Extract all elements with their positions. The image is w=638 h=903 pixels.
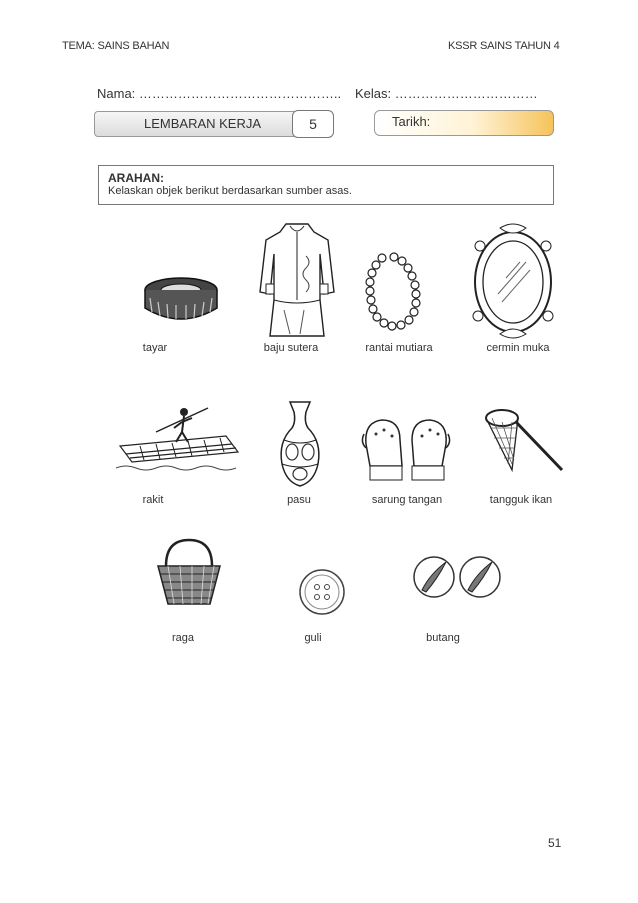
instructions-text: Kelaskan objek berikut berdasarkan sumber asas. <box>108 185 352 197</box>
name-field: Nama: ……………………………………….. <box>97 86 342 101</box>
mirror-icon <box>470 222 556 340</box>
page-number: 51 <box>548 836 562 850</box>
mittens-icon <box>360 414 452 484</box>
item-label-vase: pasu <box>287 494 311 506</box>
worksheet-title: LEMBARAN KERJA <box>144 116 262 131</box>
raft-icon <box>116 402 242 478</box>
item-label-fishing-net: tangguk ikan <box>489 494 553 506</box>
class-field: Kelas: …………………………… <box>355 86 538 101</box>
item-label-button: guli <box>304 632 322 644</box>
header-course: KSSR SAINS TAHUN 4 <box>448 40 560 52</box>
item-label-tyre: tayar <box>142 342 168 354</box>
button-icon <box>298 568 346 616</box>
tyre-icon <box>140 272 222 326</box>
item-label-raft: rakit <box>142 494 164 506</box>
item-label-pearl-necklace: rantai mutiara <box>365 342 433 354</box>
worksheet-number: 5 <box>292 110 334 138</box>
item-label-silk-dress: baju sutera <box>263 342 319 354</box>
item-label-mirror: cermin muka <box>486 342 550 354</box>
vase-icon <box>276 400 324 488</box>
item-label-basket: raga <box>171 632 195 644</box>
date-label: Tarikh: <box>392 114 431 129</box>
item-label-mittens: sarung tangan <box>371 494 443 506</box>
item-label-marbles: butang <box>426 632 460 644</box>
instructions-title: ARAHAN: <box>108 171 164 185</box>
fishing-net-icon <box>482 404 566 476</box>
basket-icon <box>152 538 226 608</box>
marbles-icon <box>412 554 504 600</box>
pearl-necklace-icon <box>360 248 426 334</box>
silk-dress-icon <box>258 220 336 338</box>
header-theme: TEMA: SAINS BAHAN <box>62 40 170 52</box>
